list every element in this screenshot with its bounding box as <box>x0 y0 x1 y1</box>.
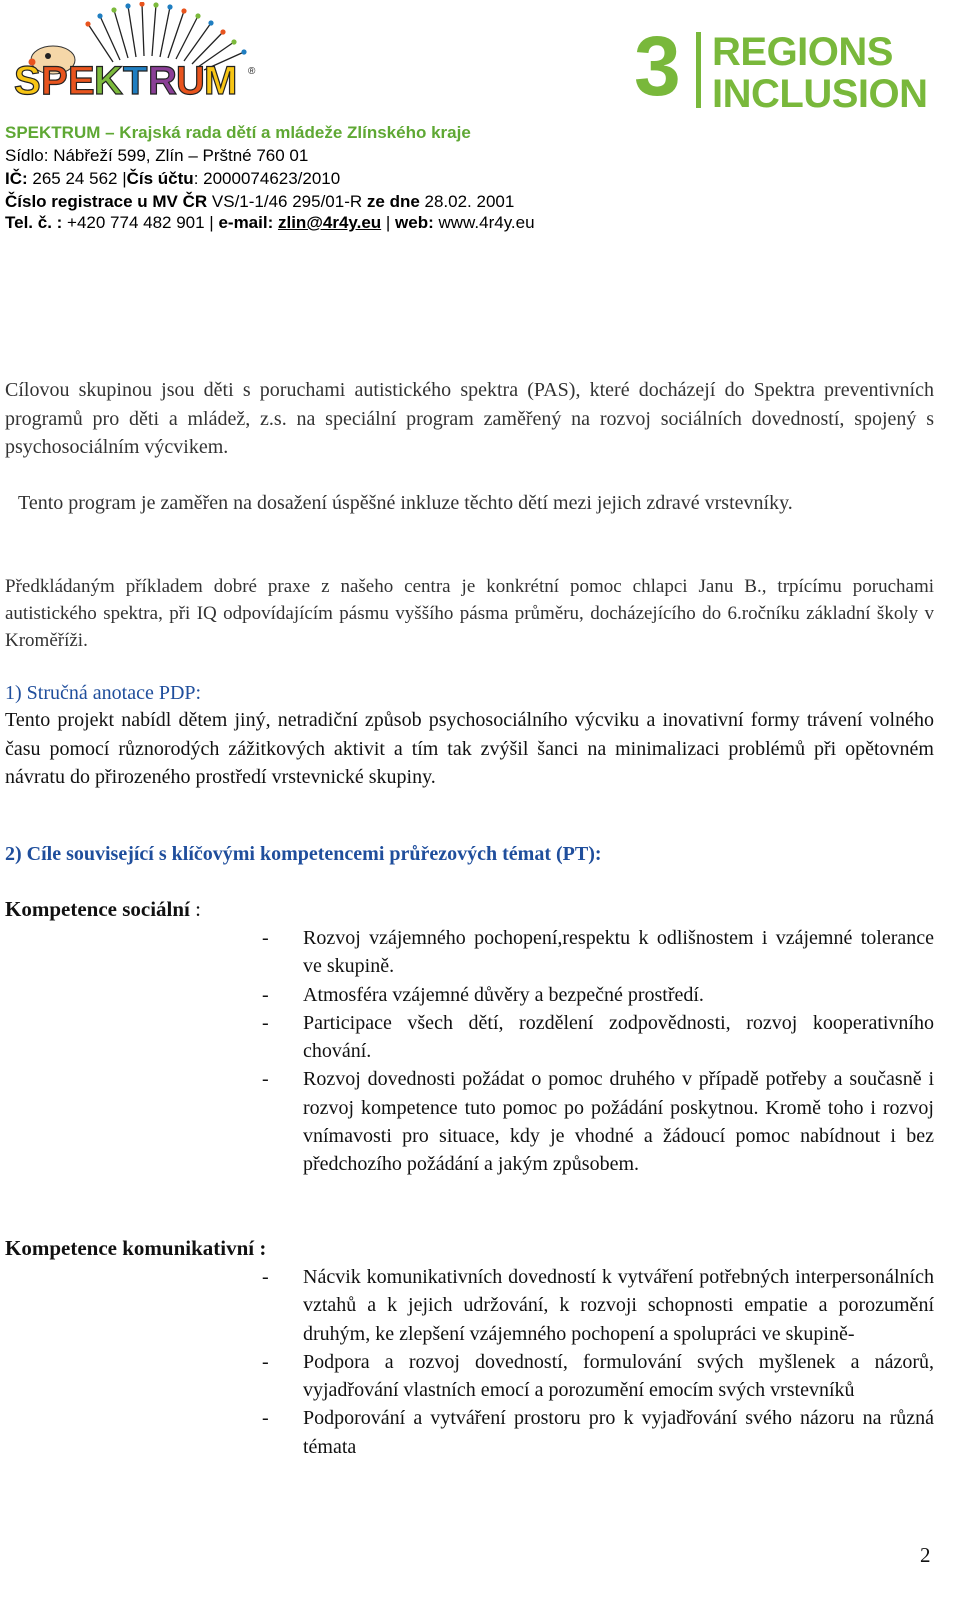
list-item <box>262 1263 934 1348</box>
list-item-text: Rozvoj vzájemného pochopení,respektu k odlišnostem i vzájemné tolerance ve skupině. <box>303 927 934 978</box>
list-dash: - <box>262 1266 269 1288</box>
logo-word-inclusion: INCLUSION <box>712 72 928 116</box>
logo-letter-u: U <box>176 59 205 102</box>
3-regions-inclusion-logo <box>634 19 940 116</box>
reg-label: Číslo registrace u MV ČR <box>5 192 208 211</box>
logo-letter-m: M <box>204 59 238 102</box>
logo-letter-k: K <box>94 59 123 102</box>
web-label: web: <box>395 213 434 232</box>
list-item <box>262 1348 934 1405</box>
example-paragraph: Předkládaným příkladem dobré praxe z našeho centra je konkrétní pomoc chlapci Janu B., trpícímu poruchami autistického spektra, při IQ odpovídajícím pásmu vyššího pásma průměru, docházejícího do 6.ročníku základní školy v Kroměříži. <box>5 576 934 651</box>
reg-date-value: 28.02. 2001 <box>419 192 515 211</box>
logo-letter-p: P <box>41 59 68 102</box>
contact-separator: | <box>381 213 396 232</box>
spektrum-logo <box>8 2 263 102</box>
list-item <box>262 981 934 1009</box>
org-ids <box>5 167 340 191</box>
tel-label: Tel. č. : <box>5 213 63 232</box>
logo-divider <box>696 32 701 108</box>
reg-value: VS/1-1/46 295/01-R <box>207 192 367 211</box>
web-link[interactable]: www.4r4y.eu <box>433 213 535 232</box>
tel-value: +420 774 482 901 | <box>62 213 219 232</box>
org-contacts <box>5 211 535 235</box>
communication-competence-list <box>262 1263 934 1461</box>
org-title: SPEKTRUM – Krajská rada dětí a mládeže Zlínského kraje <box>5 123 471 142</box>
list-dash: - <box>262 983 269 1006</box>
intro-paragraph: Cílovou skupinou jsou děti s poruchami autistického spektra (PAS), které docházejí do Spektra preventivních programů pro děti a mládež, z.s. na speciální program zaměřený na rozvoj sociálních dovedností, spojený s psychosociálním výcvikem. <box>5 379 934 458</box>
section-annotation-heading: 1) Stručná anotace PDP: <box>5 682 202 704</box>
list-dash: - <box>262 1068 269 1091</box>
list-dash: - <box>262 1011 269 1034</box>
logo-letter-e: E <box>68 59 95 102</box>
spektrum-hedgehog-logo-graphic <box>8 2 263 102</box>
social-competence-heading <box>5 897 201 922</box>
social-competence-colon: : <box>189 897 201 921</box>
annotation-paragraph: Tento projekt nabídl dětem jiný, netradiční způsob psychosociálního výcviku a inovativní formy trávení volného času pomocí různorodých zážitkových aktivit a tím tak zvýšil šanci na minimalizaci problémů při opětovném návratu do přirozeného prostředí vrstevnické skupiny. <box>5 709 934 788</box>
logo-letter-r: R <box>148 59 177 102</box>
account-label: Čís účtu <box>126 169 194 188</box>
ic-label: IČ: <box>5 169 28 188</box>
list-item <box>262 1404 934 1461</box>
section-goals-heading: 2) Cíle související s klíčovými kompetencemi průřezových témat (PT): <box>5 843 602 865</box>
list-item <box>262 1065 934 1178</box>
list-item-text: Nácvik komunikativních dovedností k vytváření potřebných interpersonálních vztahů a k jejich udržování, k rozvoji schopnosti empatie a porozumění druhým, ke zlepšení vzájemného pochopení a spolupráci ve skupině- <box>303 1266 934 1345</box>
list-item <box>262 1009 934 1066</box>
reg-date-label: ze dne <box>366 192 420 211</box>
ic-value: 265 24 562 | <box>27 169 127 188</box>
program-paragraph: Tento program je zaměřen na dosažení úspěšné inkluze těchto dětí mezi jejich zdravé vrstevníky. <box>18 492 793 514</box>
page-number: 2 <box>920 1543 931 1567</box>
list-dash: - <box>262 1350 269 1373</box>
logo-letter-s: S <box>14 59 41 102</box>
list-dash: - <box>262 1407 269 1430</box>
communication-competence-heading: Kompetence komunikativní : <box>5 1236 267 1260</box>
list-item-text: Rozvoj dovednosti požádat o pomoc druhého v případě potřeby a současně i rozvoj kompetence tuto pomoc po požádání poskytnou. Kromě toho i rozvoj vnímavosti pro situace, kdy je vhodné a žádoucí pomoc nabídnout i bez předchozího požádání a jakým způsobem. <box>303 1068 934 1176</box>
account-value: : 2000074623/2010 <box>193 169 341 188</box>
list-item-text: Podporování a vytváření prostoru pro k vyjadřování svého názoru na různá témata <box>303 1407 934 1458</box>
social-competence-label: Kompetence sociální <box>5 897 190 921</box>
social-competence-list <box>262 924 934 1179</box>
org-seat: Sídlo: Nábřeží 599, Zlín – Prštné 760 01 <box>5 146 309 165</box>
email-label: e-mail: <box>218 213 274 232</box>
list-item-text: Podpora a rozvoj dovedností, formulování svých myšlenek a názorů, vyjadřování vlastních emocí a porozumění emocím svých vrstevníků <box>303 1350 934 1402</box>
list-dash: - <box>262 927 269 949</box>
list-item-text: Participace všech dětí, rozdělení zodpovědnosti, rozvoj kooperativního chování. <box>303 1011 934 1063</box>
logo-number: 3 <box>634 19 681 113</box>
logo-word-regions: REGIONS <box>712 30 893 74</box>
registered-mark: ® <box>248 66 256 77</box>
logo-letter-t: T <box>123 59 148 102</box>
list-item <box>262 924 934 981</box>
email-link[interactable]: zlin@4r4y.eu <box>277 213 382 232</box>
list-item-text: Atmosféra vzájemné důvěry a bezpečné prostředí. <box>303 983 704 1006</box>
